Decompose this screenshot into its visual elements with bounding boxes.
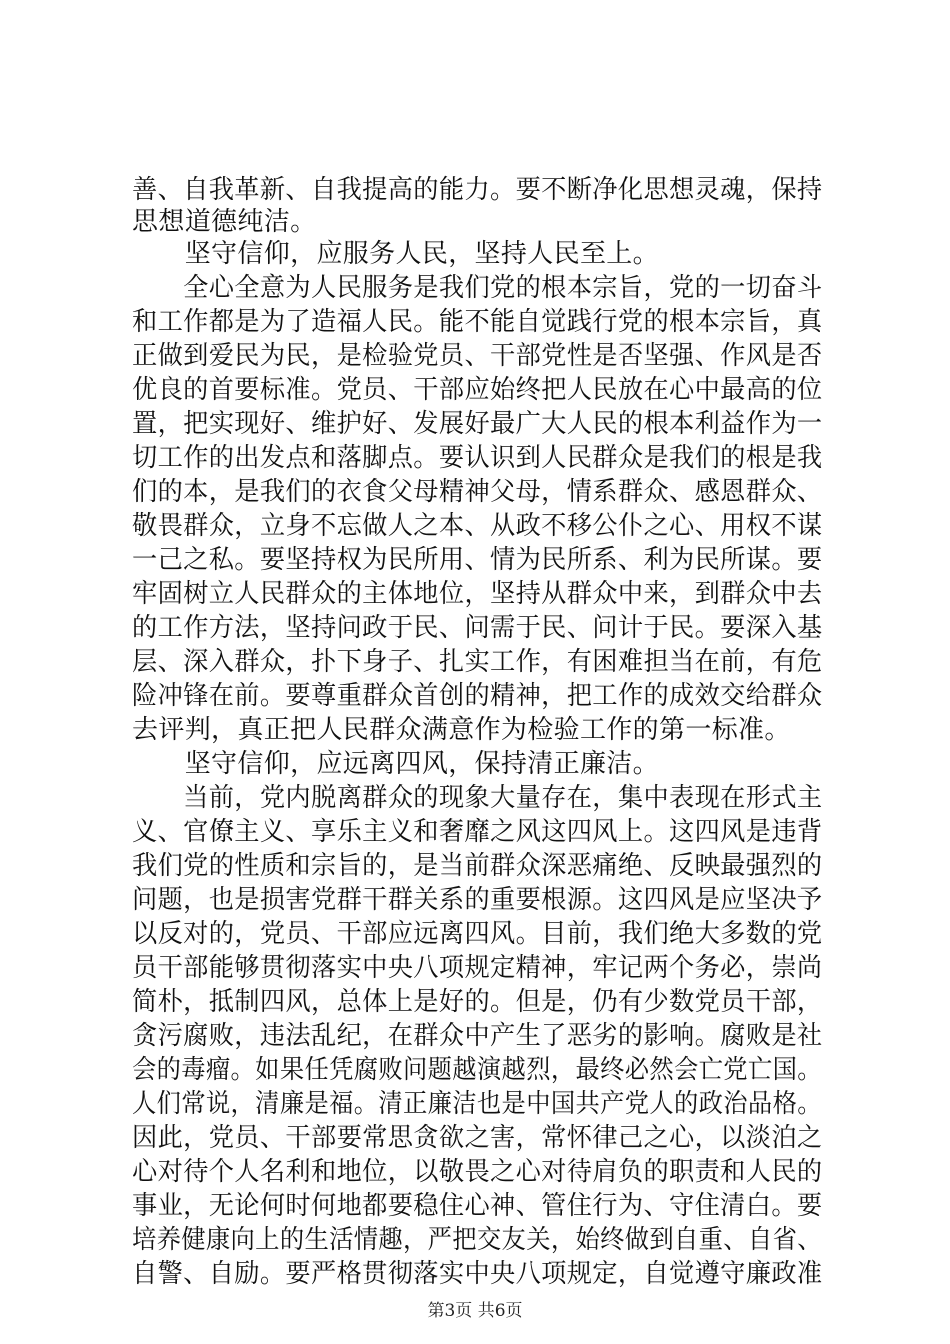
text-line: 义、官僚主义、享乐主义和奢靡之风这四风上。这四风是违背	[132, 817, 823, 847]
text-line: 去评判，真正把人民群众满意作为检验工作的第一标准。	[132, 715, 791, 745]
text-line: 心对待个人名利和地位，以敬畏之心对待肩负的职责和人民的	[132, 1157, 823, 1187]
text-line: 员干部能够贯彻落实中央八项规定精神，牢记两个务必，崇尚	[132, 953, 823, 983]
text-line: 贪污腐败，违法乱纪，在群众中产生了恶劣的影响。腐败是社	[132, 1021, 823, 1051]
text-line: 置，把实现好、维护好、发展好最广大人民的根本利益作为一	[132, 409, 823, 439]
text-line: 敬畏群众，立身不忘做人之本、从政不移公仆之心、用权不谋	[132, 511, 823, 541]
text-line: 切工作的出发点和落脚点。要认识到人民群众是我们的根是我	[132, 443, 823, 473]
text-line: 我们党的性质和宗旨的，是当前群众深恶痛绝、反映最强烈的	[132, 851, 823, 881]
text-line: 的工作方法，坚持问政于民、问需于民、问计于民。要深入基	[132, 613, 823, 643]
text-line: 思想道德纯洁。	[132, 207, 317, 237]
text-line: 培养健康向上的生活情趣，严把交友关，始终做到自重、自省、	[132, 1225, 822, 1255]
section-heading: 坚守信仰，应服务人民，坚持人民至上。	[132, 239, 660, 269]
text-line: 一己之私。要坚持权为民所用、情为民所系、利为民所谋。要	[132, 545, 823, 575]
section-heading: 坚守信仰，应远离四风，保持清正廉洁。	[132, 749, 660, 779]
text-line: 善、自我革新、自我提高的能力。要不断净化思想灵魂，保持	[132, 175, 823, 205]
text-line: 优良的首要标准。党员、干部应始终把人民放在心中最高的位	[132, 375, 823, 405]
text-line: 层、深入群众，扑下身子、扎实工作，有困难担当在前，有危	[132, 647, 823, 677]
page-footer: 第3页 共6页	[427, 1301, 523, 1321]
text-line: 和工作都是为了造福人民。能不能自觉践行党的根本宗旨，真	[132, 307, 823, 337]
text-line: 会的毒瘤。如果任凭腐败问题越演越烈，最终必然会亡党亡国。	[132, 1055, 822, 1085]
text-line: 险冲锋在前。要尊重群众首创的精神，把工作的成效交给群众	[132, 681, 823, 711]
text-line: 人们常说，清廉是福。清正廉洁也是中国共产党人的政治品格。	[132, 1089, 822, 1119]
text-line: 正做到爱民为民，是检验党员、干部党性是否坚强、作风是否	[132, 341, 823, 371]
text-line: 因此，党员、干部要常思贪欲之害，常怀律己之心，以淡泊之	[132, 1123, 823, 1153]
text-line: 牢固树立人民群众的主体地位，坚持从群众中来，到群众中去	[132, 579, 823, 609]
text-line: 问题，也是损害党群干群关系的重要根源。这四风是应坚决予	[132, 885, 823, 915]
text-line: 全心全意为人民服务是我们党的根本宗旨，党的一切奋斗	[132, 273, 823, 303]
text-line: 自警、自励。要严格贯彻落实中央八项规定，自觉遵守廉政准	[132, 1259, 823, 1289]
text-line: 简朴，抵制四风，总体上是好的。但是，仍有少数党员干部，	[132, 987, 823, 1017]
text-line: 以反对的，党员、干部应远离四风。目前，我们绝大多数的党	[132, 919, 823, 949]
text-line: 们的本，是我们的衣食父母精神父母，情系群众、感恩群众、	[132, 477, 823, 507]
text-line: 事业，无论何时何地都要稳住心神、管住行为、守住清白。要	[132, 1191, 823, 1221]
text-line: 当前，党内脱离群众的现象大量存在，集中表现在形式主	[132, 783, 823, 813]
